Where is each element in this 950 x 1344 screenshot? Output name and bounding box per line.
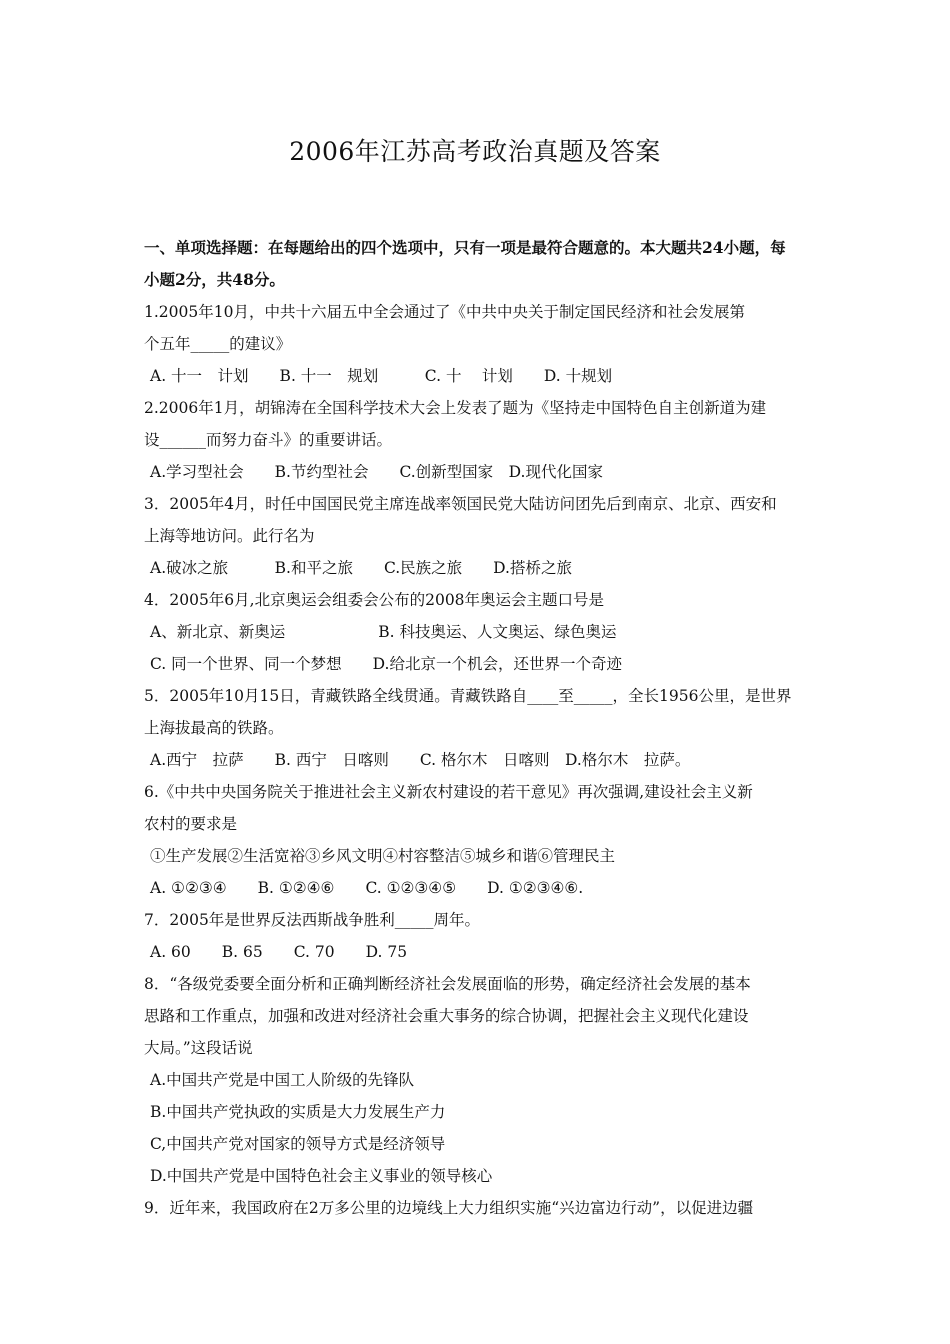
question-9-stem-line-1: 9．近年来，我国政府在2万多公里的边境线上大力组织实施“兴边富边行动”，以促进边疆 xyxy=(144,1199,754,1217)
section-heading-line-2: 小题2分，共48分。 xyxy=(144,270,285,289)
question-8-stem-line-3: 大局。”这段话说 xyxy=(144,1039,253,1057)
document-title: 2006年江苏高考政治真题及答案 xyxy=(289,137,661,166)
question-6-stem-line-1: 6.《中共中央国务院关于推进社会主义新农村建设的若干意见》再次强调,建设社会主义新 xyxy=(144,783,753,801)
question-1-options: A. 十一 计划 B. 十一 规划 C. 十 计划 D. 十规划 xyxy=(150,367,613,385)
question-7-stem-line-1: 7．2005年是世界反法西斯战争胜利_____周年。 xyxy=(144,911,481,929)
question-8-stem-line-1: 8．“各级党委要全面分析和正确判断经济社会发展面临的形势，确定经济社会发展的基本 xyxy=(144,975,751,993)
question-8-stem-line-2: 思路和工作重点，加强和改进对经济社会重大事务的综合协调，把握社会主义现代化建设 xyxy=(144,1007,749,1025)
question-4-stem-line-1: 4．2005年6月,北京奥运会组委会公布的2008年奥运会主题口号是 xyxy=(144,591,605,609)
question-8-option-b: B.中国共产党执政的实质是大力发展生产力 xyxy=(150,1103,446,1121)
question-8-option-c: C,中国共产党对国家的领导方式是经济领导 xyxy=(150,1135,446,1153)
question-5-stem-line-1: 5．2005年10月15日，青藏铁路全线贯通。青藏铁路自____至_____，全长1956公里，是世界 xyxy=(144,687,792,705)
question-1-stem-line-1: 1.2005年10月，中共十六届五中全会通过了《中共中央关于制定国民经济和社会发展第 xyxy=(144,303,745,321)
question-5-options: A.西宁 拉萨 B. 西宁 日喀则 C. 格尔木 日喀则 D.格尔木 拉萨。 xyxy=(150,751,691,769)
question-4-options-line-2: C. 同一个世界、同一个梦想 D.给北京一个机会，还世界一个奇迹 xyxy=(150,655,622,673)
question-6-items: ①生产发展②生活宽裕③乡风文明④村容整洁⑤城乡和谐⑥管理民主 xyxy=(150,847,616,865)
question-8-option-a: A.中国共产党是中国工人阶级的先锋队 xyxy=(150,1071,415,1089)
question-3-options: A.破冰之旅 B.和平之旅 C.民族之旅 D.搭桥之旅 xyxy=(150,559,572,577)
question-2-stem-line-2: 设______而努力奋斗》的重要讲话。 xyxy=(144,431,393,449)
question-6-options: A. ①②③④ B. ①②④⑥ C. ①②③④⑤ D. ①②③④⑥. xyxy=(150,879,584,897)
question-6-stem-line-2: 农村的要求是 xyxy=(144,815,238,833)
question-7-options: A. 60 B. 65 C. 70 D. 75 xyxy=(150,943,408,961)
question-8-option-d: D.中国共产党是中国特色社会主义事业的领导核心 xyxy=(150,1167,493,1185)
section-heading-line-1: 一、单项选择题：在每题给出的四个选项中，只有一项是最符合题意的。本大题共24小题，每 xyxy=(144,238,786,257)
question-3-stem-line-2: 上海等地访问。此行名为 xyxy=(144,527,315,545)
question-2-stem-line-1: 2.2006年1月，胡锦涛在全国科学技术大会上发表了题为《坚持走中国特色自主创新道为建 xyxy=(144,399,767,417)
question-1-stem-line-2: 个五年_____的建议》 xyxy=(144,335,292,353)
question-3-stem-line-1: 3．2005年4月，时任中国国民党主席连战率领国民党大陆访问团先后到南京、北京、西安和 xyxy=(144,495,777,513)
question-2-options: A.学习型社会 B.节约型社会 C.创新型国家 D.现代化国家 xyxy=(150,463,603,481)
question-4-options-line-1: A、新北京、新奥运 B. 科技奥运、人文奥运、绿色奥运 xyxy=(150,623,617,641)
question-5-stem-line-2: 上海拔最高的铁路。 xyxy=(144,719,284,737)
